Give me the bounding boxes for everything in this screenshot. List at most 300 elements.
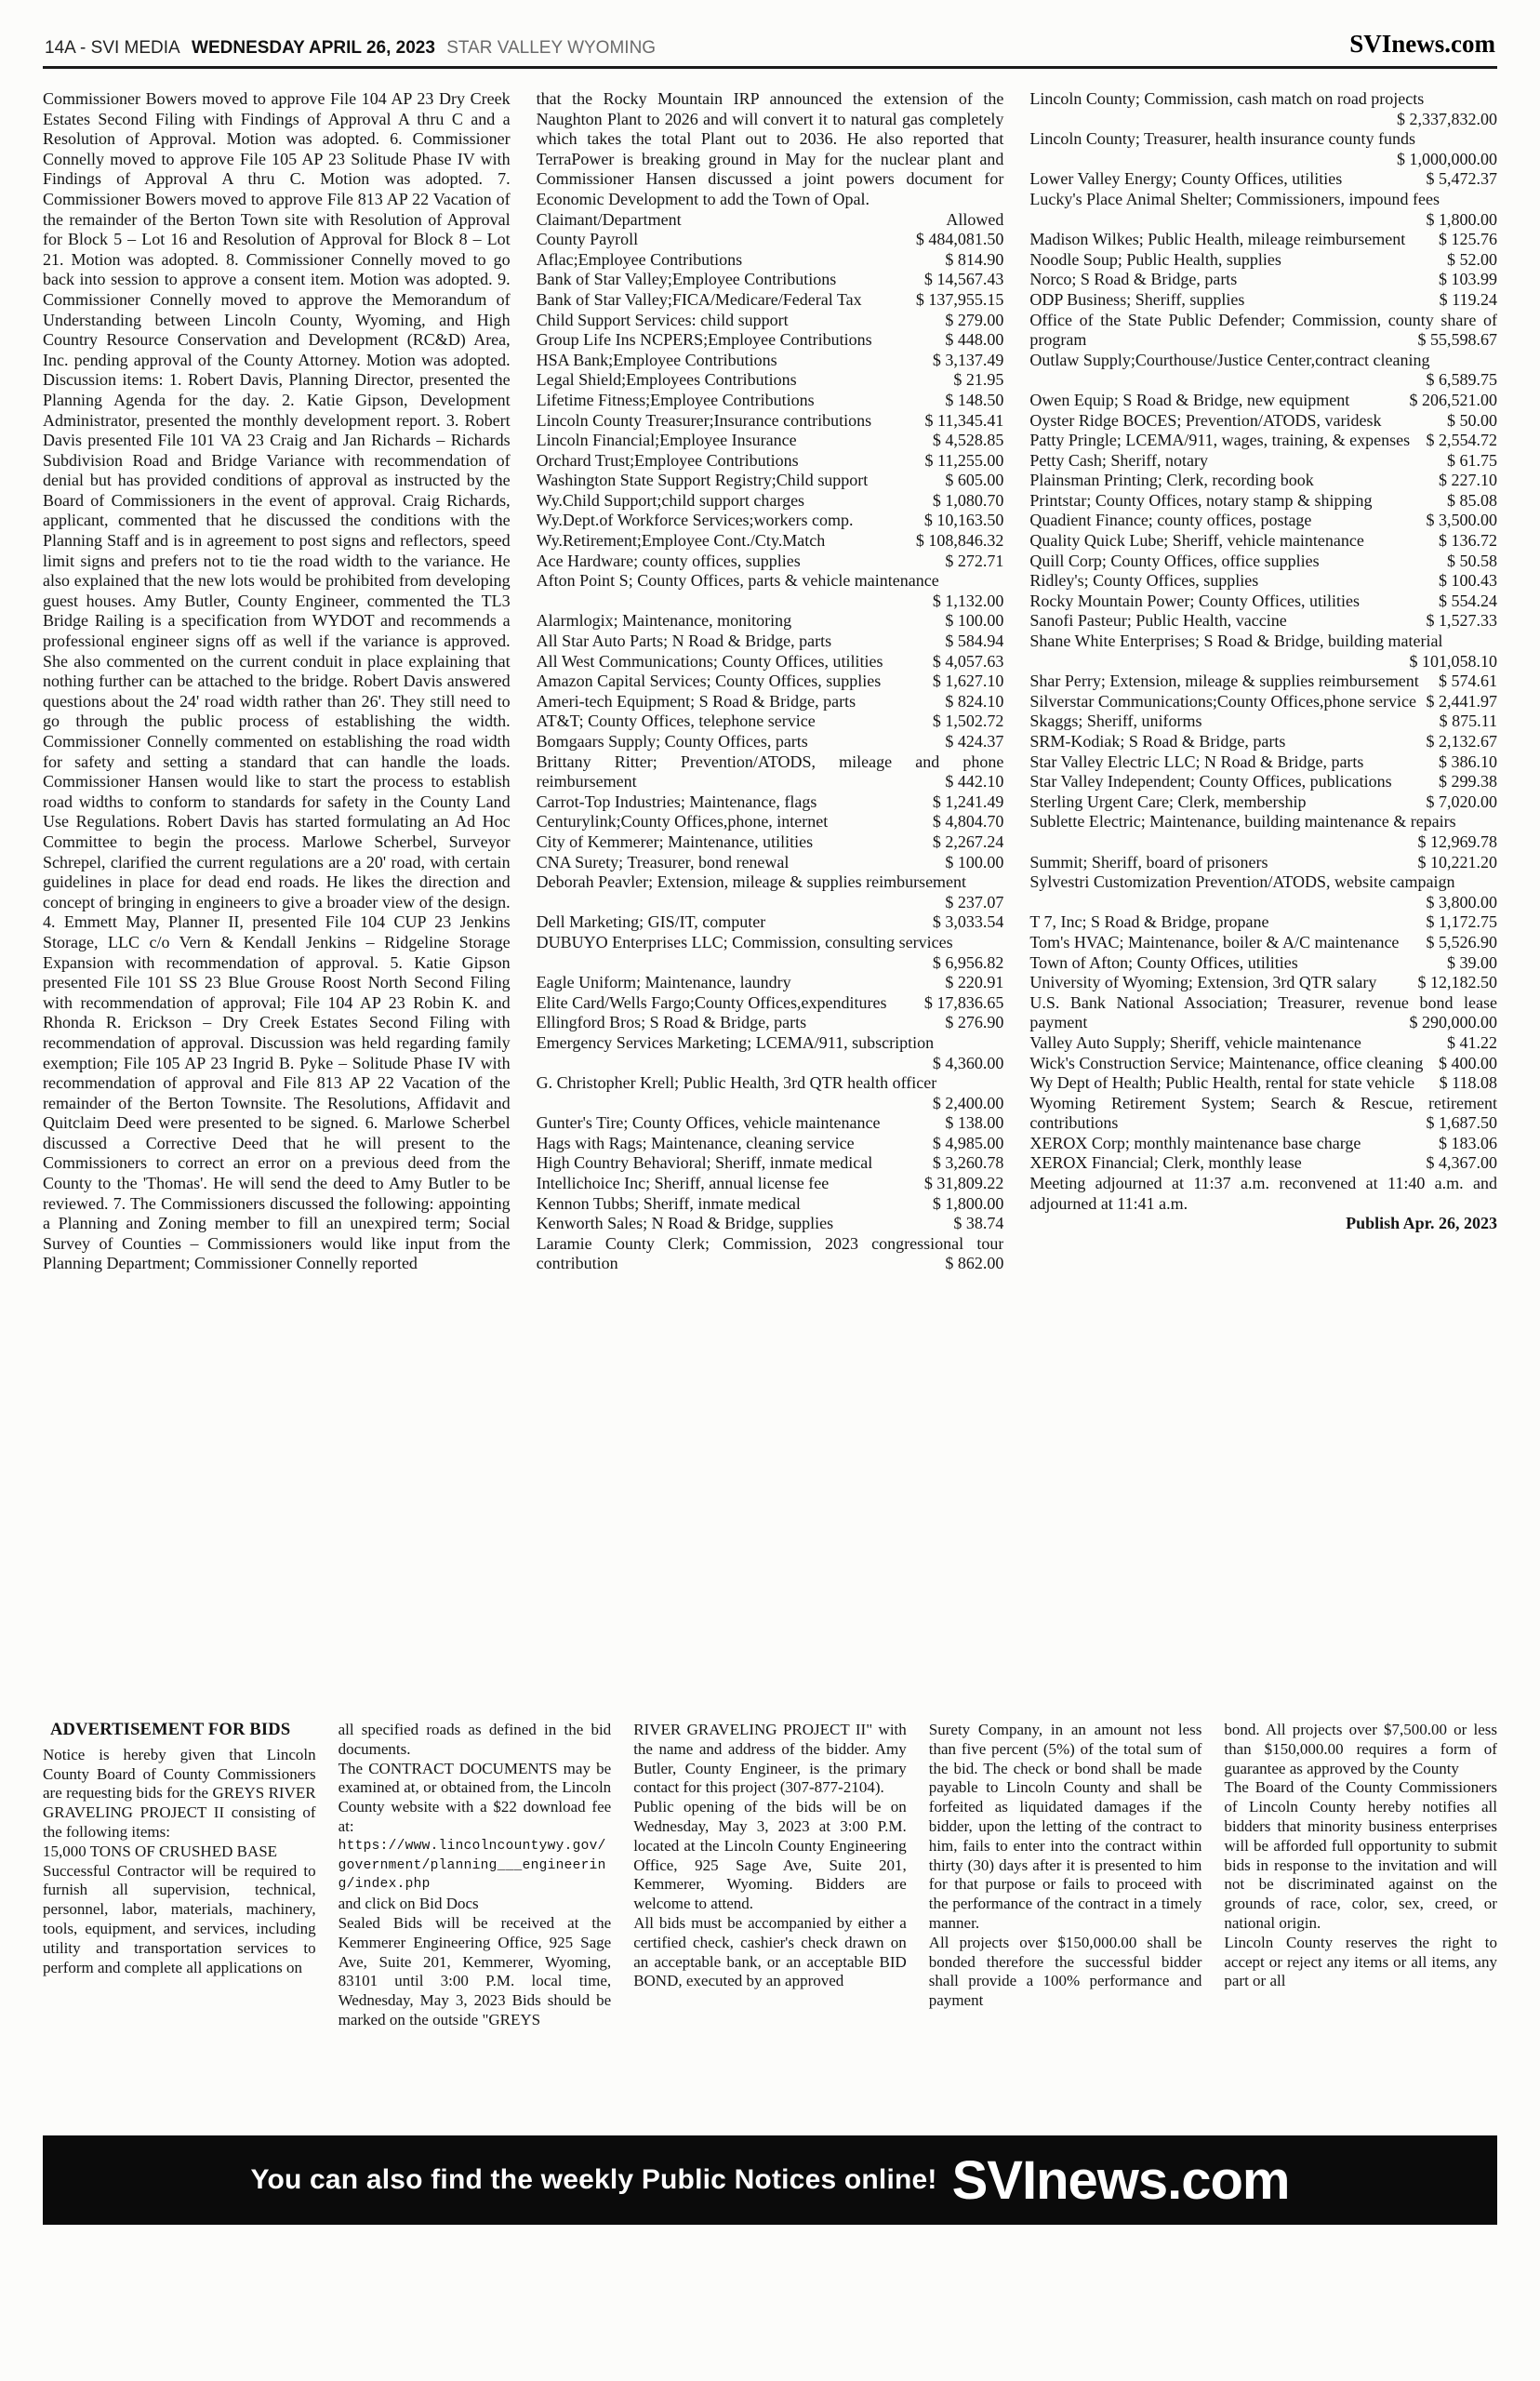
bid-paragraph: All projects over $150,000.00 shall be bonded therefore the successful bidder shall provide a 100% performance and payment: [928, 1933, 1202, 2010]
claim-description: Madison Wilkes; Public Health, mileage reimbursement: [1029, 230, 1406, 249]
claim-description: Lower Valley Energy; County Offices, utilities: [1029, 169, 1343, 189]
claim-amount: $ 7,020.00: [1426, 791, 1498, 811]
bid-paragraph: bond. All projects over $7,500.00 or less than $150,000.00 requires a form of guarantee as approved by the County: [1224, 1721, 1497, 1777]
claim-description: Quadient Finance; county offices, postage: [1029, 511, 1312, 530]
claim-row: [537, 993, 1004, 1014]
claim-description: Lincoln Financial;Employee Insurance: [536, 431, 797, 450]
claim-row: [537, 792, 1004, 813]
claim-description: University of Wyoming; Extension, 3rd QTR salary: [1029, 973, 1377, 992]
claim-amount: $ 50.58: [1447, 551, 1498, 570]
claim-row: [1029, 933, 1497, 953]
claim-amount: $ 103.99: [1439, 270, 1498, 289]
claim-row: [1029, 391, 1497, 411]
claim-description: Silverstar Communications;County Offices,phone service: [1029, 691, 1416, 711]
claim-amount: $ 108,846.32: [915, 531, 1004, 551]
claim-row: [1029, 491, 1497, 512]
claim-row: [537, 933, 1004, 973]
claim-row: [537, 330, 1004, 351]
advertisement-for-bids: [43, 1721, 1497, 2093]
claim-row: [537, 391, 1004, 411]
claim-amount: $ 136.72: [1439, 531, 1498, 551]
claim-description: Wy.Child Support;child support charges: [536, 490, 805, 510]
claim-description: All West Communications; County Offices, utilities: [536, 651, 883, 671]
claim-description: Ellingford Bros; S Road & Bridge, parts: [536, 1013, 807, 1032]
claim-description: Town of Afton; County Offices, utilities: [1029, 952, 1298, 972]
claim-description: G. Christopher Krell; Public Health, 3rd QTR health officer: [536, 1073, 937, 1093]
claim-description: Plainsman Printing; Clerk, recording book: [1029, 471, 1314, 490]
claim-amount: $ 1,627.10: [932, 672, 1004, 691]
claim-row: [537, 471, 1004, 491]
claim-amount: $ 4,360.00: [932, 1053, 1004, 1072]
claim-amount: $ 3,260.78: [932, 1153, 1004, 1173]
claim-description: Carrot-Top Industries; Maintenance, flags: [536, 791, 817, 811]
claim-description: Bomgaars Supply; County Offices, parts: [536, 732, 808, 751]
claim-description: AT&T; County Offices, telephone service: [536, 712, 816, 731]
claim-description: All Star Auto Parts; N Road & Bridge, parts: [536, 632, 832, 651]
page-edition-label: 14A - SVI MEDIA: [45, 38, 180, 58]
claim-row: [537, 1073, 1004, 1113]
claim-row: [1029, 752, 1497, 773]
claim-amount: $ 484,081.50: [915, 230, 1004, 249]
claim-description: Skaggs; Sheriff, uniforms: [1029, 712, 1202, 731]
claim-amount: $ 237.07: [945, 892, 1004, 911]
claim-row: [1029, 973, 1497, 993]
claim-amount: $ 1,800.00: [932, 1193, 1004, 1213]
claim-amount: $ 11,345.41: [924, 410, 1004, 430]
claim-description: Shane White Enterprises; S Road & Bridge, building material: [1029, 632, 1443, 651]
claim-description: Washington State Support Registry;Child support: [536, 471, 869, 490]
claim-description: HSA Bank;Employee Contributions: [536, 350, 777, 369]
notice-column-1: [43, 89, 511, 1274]
claim-row: [1029, 792, 1497, 813]
claim-row: [537, 692, 1004, 712]
claim-amount: $ 12,182.50: [1417, 973, 1498, 992]
claim-row: [537, 1214, 1004, 1234]
claim-description: Wy.Retirement;Employee Cont./Cty.Match: [536, 531, 826, 551]
claim-description: XEROX Corp; monthly maintenance base charge: [1029, 1133, 1361, 1152]
claim-amount: $ 276.90: [945, 1013, 1004, 1032]
claim-amount: $ 100.00: [945, 852, 1004, 871]
claim-description: Wick's Construction Service; Maintenance, office cleaning: [1029, 1053, 1424, 1072]
claim-row: [1029, 250, 1497, 271]
claim-description: Lincoln County; Treasurer, health insurance county funds: [1029, 129, 1416, 149]
claim-description: Elite Card/Wells Fargo;County Offices,expenditures: [536, 992, 887, 1012]
claim-amount: $ 824.10: [945, 691, 1004, 711]
claim-description: Group Life Ins NCPERS;Employee Contributions: [536, 330, 872, 350]
bids-column-4: [929, 1721, 1202, 2011]
claim-amount: $ 4,985.00: [932, 1133, 1004, 1152]
claim-row: [1029, 89, 1497, 129]
claim-description: XEROX Financial; Clerk, monthly lease: [1029, 1153, 1302, 1173]
bids-column-3: [633, 1721, 907, 1991]
claim-amount: $ 4,804.70: [932, 812, 1004, 831]
claim-description: Aflac;Employee Contributions: [536, 249, 743, 269]
claim-amount: $ 5,526.90: [1426, 932, 1498, 951]
claim-amount: $ 101,058.10: [1409, 651, 1498, 671]
claim-row: [1029, 471, 1497, 491]
claim-amount: $ 5,472.37: [1426, 169, 1498, 189]
claim-amount: $ 38.74: [953, 1214, 1004, 1233]
claim-row: [1029, 511, 1497, 531]
bid-paragraph: The Board of the County Commissioners of Lincoln County hereby notifies all bidders that minority business enterprises will be afforded full opportunity to submit bids in response to the invitation and will not be discriminated against on the grounds of race, color, sex, creed, or national origin.: [1224, 1778, 1497, 1932]
claim-description: Orchard Trust;Employee Contributions: [536, 450, 799, 470]
claim-row: [1029, 672, 1497, 692]
claim-amount: $ 31,809.22: [923, 1174, 1004, 1193]
claim-amount: $ 2,441.97: [1426, 691, 1498, 711]
claim-amount: $ 1,000,000.00: [1397, 149, 1498, 168]
claim-amount: $ 279.00: [945, 310, 1004, 329]
claim-amount: $ 2,267.24: [932, 831, 1004, 851]
claim-amount: $ 6,956.82: [932, 952, 1004, 972]
claim-amount: $ 2,132.67: [1426, 732, 1498, 751]
claim-amount: $ 862.00: [945, 1254, 1004, 1273]
claim-row: [1029, 129, 1497, 169]
claim-row: [537, 311, 1004, 331]
banner-website: SVInews.com: [951, 2149, 1290, 2211]
claim-row: [1029, 270, 1497, 290]
claim-row: [537, 531, 1004, 552]
claim-row: [1029, 230, 1497, 250]
footer-banner: [43, 2135, 1497, 2225]
claim-amount: $ 125.76: [1439, 230, 1498, 249]
bid-paragraph: Surety Company, in an amount not less than five percent (5%) of the total sum of the bid. The check or bond shall be made payable to Lincoln County and shall be forfeited as liquidated damages if the bidder, upon the letting of the contract to him, fails to enter into the contract within thirty (30) days after it is presented to him for that purpose or fails to proceed with the performance of the contract in a timely manner.: [928, 1721, 1202, 1932]
claim-row: [537, 270, 1004, 290]
claim-description: Wy Dept of Health; Public Health, rental for state vehicle: [1029, 1073, 1415, 1093]
claim-row: [1029, 872, 1497, 912]
bid-paragraph: All bids must be accompanied by either a certified check, cashier's check drawn on an acceptable bank, or an acceptable BID BOND, executed by an approved: [633, 1913, 907, 1990]
claim-description: Amazon Capital Services; County Offices, supplies: [536, 672, 882, 691]
claim-row: [537, 511, 1004, 531]
claim-description: Star Valley Electric LLC; N Road & Bridge, parts: [1029, 752, 1364, 771]
claim-description: Valley Auto Supply; Sheriff, vehicle maintenance: [1029, 1032, 1361, 1052]
claim-row: [537, 1033, 1004, 1073]
bid-paragraph: Notice is hereby given that Lincoln County Board of County Commissioners are requesting bids for the GREYS RIVER GRAVELING PROJECT II consisting of the following items:: [43, 1745, 316, 1841]
claim-description: Dell Marketing; GIS/IT, computer: [536, 912, 766, 932]
claim-amount: $ 206,521.00: [1409, 390, 1498, 409]
claim-row: [1029, 1094, 1497, 1134]
claim-row: [1029, 1054, 1497, 1074]
claim-amount: $ 227.10: [1439, 471, 1498, 490]
claim-amount: $ 55,598.67: [1417, 330, 1498, 350]
claim-description: Summit; Sheriff, board of prisoners: [1029, 852, 1268, 871]
claim-row: [537, 491, 1004, 512]
claim-row: [1029, 993, 1497, 1033]
claim-amount: $ 3,500.00: [1426, 511, 1498, 530]
claim-amount: $ 442.10: [945, 772, 1004, 791]
claim-amount: $ 1,527.33: [1426, 611, 1498, 631]
claim-amount: $ 4,057.63: [932, 651, 1004, 671]
claim-row: [537, 973, 1004, 993]
claim-amount: $ 2,554.72: [1426, 431, 1498, 450]
claim-row: [1029, 1073, 1497, 1094]
claim-amount: $ 21.95: [953, 370, 1004, 390]
claim-amount: $ 584.94: [945, 632, 1004, 651]
claim-row: [537, 1134, 1004, 1154]
claim-description: Office of the State Public Defender; Commission, county share of program: [1029, 310, 1498, 350]
claim-description: DUBUYO Enterprises LLC; Commission, consulting services: [536, 932, 953, 951]
claim-description: U.S. Bank National Association; Treasurer, revenue bond lease payment: [1029, 992, 1498, 1032]
claim-amount: $ 11,255.00: [924, 450, 1004, 470]
claim-row: [537, 611, 1004, 632]
claim-description: Ace Hardware; county offices, supplies: [536, 551, 801, 570]
notice-column-3: [1029, 89, 1497, 1234]
claim-amount: $ 17,836.65: [923, 992, 1004, 1012]
claim-description: Emergency Services Marketing; LCEMA/911, subscription: [536, 1032, 935, 1052]
claim-row: [1029, 772, 1497, 792]
bids-column-2: [339, 1721, 612, 2030]
claim-description: Shar Perry; Extension, mileage & supplies reimbursement: [1029, 672, 1419, 691]
claim-description: ODP Business; Sheriff, supplies: [1029, 289, 1245, 309]
claim-amount: $ 4,528.85: [932, 431, 1004, 450]
claim-description: Quality Quick Lube; Sheriff, vehicle maintenance: [1029, 531, 1364, 551]
claim-row: [1029, 592, 1497, 612]
bid-paragraph: Lincoln County reserves the right to accept or reject any items or all items, any part or all: [1224, 1933, 1497, 1990]
claim-row: [537, 672, 1004, 692]
banner-text: You can also find the weekly Public Notices online!: [250, 2164, 937, 2195]
claim-description: Oyster Ridge BOCES; Prevention/ATODS, varidesk: [1029, 410, 1382, 430]
claim-row: [537, 290, 1004, 311]
claim-amount: $ 2,337,832.00: [1397, 109, 1498, 128]
bid-paragraph: RIVER GRAVELING PROJECT II" with the name and address of the bidder. Amy Butler, County Engineer, is the primary contact for this project (307-877-2104).: [633, 1721, 907, 1797]
claim-row: [1029, 912, 1497, 933]
claim-amount: $ 605.00: [945, 471, 1004, 490]
claims-header-allowed: Allowed: [946, 209, 1004, 229]
claim-row: [1029, 611, 1497, 632]
bid-paragraph: The CONTRACT DOCUMENTS may be examined at, or obtained from, the Lincoln County website with a $22 download fee at:: [338, 1759, 612, 1835]
claim-row: [1029, 351, 1497, 391]
bid-paragraph: Successful Contractor will be required to furnish all supervision, technical, personnel, labor, materials, machinery, tools, equipment, and services, including utility and transportation services to perform and complete all applications on: [43, 1861, 316, 1976]
claim-description: County Payroll: [536, 230, 639, 249]
commission-minutes-text: Commissioner Bowers moved to approve File 104 AP 23 Dry Creek Estates Second Filing with Findings of Approval A thru C and a Resolution of Approval. Motion was adopted. 6. Commissioner Connelly moved to approve File 105 AP 23 Solitude Phase IV with Findings of Approval A thru C. Motion was adopted. 7. Commissioner Bowers moved to approve File 813 AP 22 Vacation of the remainder of the Berton Town site with Resolution of Approval for Block 5 – Lot 16 and Resolution of Approval for Block 8 – Lot 21. Motion was adopted. 8. Commissioner Connelly moved to go back into session to approve a consent item. Motion was adopted. 9. Commissioner Connelly moved to approve the Memorandum of Understanding between Lincoln County, Wyoming, and High Country Resource Conservation and Development (RC&D) Area, Inc. pending approval of the County Attorney. Motion was adopted. Discussion items: 1. Robert Davis, Planning Director, presented the Planning Agenda for the day. 2. Katie Gipson, Development Administrator, presented the monthly development report. 3. Robert Davis presented File 101 VA 23 Craig and Jan Richards – Richards Subdivision Road and Bridge Variance with recommendation of denial but has provided conditions of approval as instructed by the Board of Commissioners in the event of approval. Craig Richards, applicant, commented that he discussed the conditions with the Planning Staff and is in agreement to post signs and reflectors, speed limit signs and prefers not to tie the road width to the variance. He also explained that the new lots would be prohibited from developing guest houses. Amy Butler, County Engineer, commented the TL3 Bridge Railing is a specification from WYDOT and recommends a professional engineer signs off as well if the variance is approved. She also commented on the current conduit in place explaining that nothing further can be attached to the bridge. Robert Davis answered questions about the 24' road width rather than 26'. They still need to go through the public process of establishing the width. Commissioner Connelly commented on establishing the road width for safety and setting a standard that can handle the loads. Commissioner Hansen would like to start the process to establish road widths to conform to standards for safety in the County Land Use Regulations. Robert Davis has started formulating an Ad Hoc Committee to begin the process. Marlowe Scherbel, Surveyor Schrepel, clarified the current regulations are a 20' road, with certain guidelines in place for dead end roads. He likes the direction and concept of bringing in engineers to give a broader view of the design. 4. Emmett May, Planner II, presented File 104 CUP 23 Jenkins Storage, LLC c/o Vern & Kendall Jenkins – Ridgeline Storage Expansion with recommendation of approval. 5. Katie Gipson presented File 101 SS 23 Blue Grouse Roost North Second Filing with recommendation of approval; File 104 AP 23 Robin K. and Rhonda R. Erickson – Dry Creek Estates Second Filing with recommendation of approval. Discussion was held regarding family exemption; File 105 AP 23 Ingrid B. Pyke – Solitude Phase IV with recommendation of approval and File 813 AP 22 Vacation of the remainder of the Berton Townsite. The Resolutions, Affidavit and Quitclaim Deed were presented to be signed. 6. Marlowe Scherbel discussed a Corrective Deed that he will present to the Commissioners to correct an error on a previous deed from the County to the 'Thomas'. He will send the deed to Amy Butler to be reviewed. 7. The Commissioners discussed the following: appointing a Planning and Zoning member to fill an unexpired term; Social Survey of Counties – Commissioners would like input from the Planning Department; Commissioner Connelly reported: [43, 89, 511, 1273]
meeting-adjourned-text: Meeting adjourned at 11:37 a.m. reconvened at 11:40 a.m. and adjourned at 11:41 a.m.: [1029, 1174, 1498, 1213]
claim-row: [1029, 290, 1497, 311]
claim-row: [1029, 190, 1497, 230]
claim-amount: $ 875.11: [1439, 712, 1498, 731]
bid-paragraph: Public opening of the bids will be on Wednesday, May 3, 2023 at 3:00 P.M. located at the Lincoln County Engineering Office, 925 Sage Ave, Suite 201, Kemmerer, Wyoming. Bidders are welcome to attend.: [633, 1798, 907, 1913]
claim-description: Owen Equip; S Road & Bridge, new equipment: [1029, 390, 1350, 409]
issue-date: WEDNESDAY APRIL 26, 2023: [192, 38, 435, 58]
claim-amount: $ 61.75: [1447, 450, 1498, 470]
publish-date: Publish Apr. 26, 2023: [1346, 1214, 1498, 1233]
claim-row: [537, 370, 1004, 391]
claim-row: [1029, 1033, 1497, 1054]
claim-row: [1029, 552, 1497, 572]
claim-amount: $ 138.00: [945, 1113, 1004, 1133]
claims-header-claimant: Claimant/Department: [536, 209, 682, 229]
claim-amount: $ 10,221.20: [1417, 852, 1498, 871]
claim-description: Intellichoice Inc; Sheriff, annual license fee: [536, 1174, 830, 1193]
claim-amount: $ 1,502.72: [932, 712, 1004, 731]
claim-description: Tom's HVAC; Maintenance, boiler & A/C maintenance: [1029, 932, 1400, 951]
claim-description: Wy.Dept.of Workforce Services;workers comp.: [536, 511, 854, 530]
claim-description: Kenworth Sales; N Road & Bridge, supplies: [536, 1214, 834, 1233]
claim-description: Ridley's; County Offices, supplies: [1029, 571, 1259, 591]
claim-description: CNA Surety; Treasurer, bond renewal: [536, 852, 790, 871]
claim-row: [1029, 692, 1497, 712]
claim-description: Star Valley Independent; County Offices, publications: [1029, 772, 1392, 791]
claim-row: [537, 732, 1004, 752]
claim-row: [1029, 853, 1497, 873]
claim-row: [537, 1174, 1004, 1194]
claim-description: Wyoming Retirement System; Search & Rescue, retirement contributions: [1029, 1093, 1498, 1133]
claim-description: Rocky Mountain Power; County Offices, utilities: [1029, 591, 1360, 610]
claim-row: [537, 1194, 1004, 1215]
bids-column-5: [1224, 1721, 1497, 1991]
claim-row: [1029, 571, 1497, 592]
claim-description: Patty Pringle; LCEMA/911, wages, training, & expenses: [1029, 431, 1411, 450]
bids-title: ADVERTISEMENT FOR BIDS: [50, 1721, 291, 1739]
claim-row: [537, 752, 1004, 792]
claim-amount: $ 14,567.43: [923, 270, 1004, 289]
claim-description: High Country Behavioral; Sheriff, inmate medical: [536, 1153, 873, 1173]
claim-amount: $ 1,241.49: [932, 791, 1004, 811]
masthead-website: SVInews.com: [1349, 30, 1495, 58]
claim-row: [537, 632, 1004, 652]
claim-row: [537, 1153, 1004, 1174]
bid-download-url: https://www.lincolncountywy.gov/government/planning___engineering/index.php: [338, 1838, 606, 1893]
claim-row: [1029, 1134, 1497, 1154]
claim-description: Sterling Urgent Care; Clerk, membership: [1029, 791, 1307, 811]
claim-description: Afton Point S; County Offices, parts & vehicle maintenance: [536, 571, 939, 591]
claim-amount: $ 1,132.00: [932, 591, 1004, 610]
claim-row: [1029, 451, 1497, 472]
claim-description: Brittany Ritter; Prevention/ATODS, mileage and phone reimbursement: [536, 752, 1004, 791]
bid-paragraph: all specified roads as defined in the bid documents.: [338, 1721, 612, 1758]
claim-row: [1029, 1153, 1497, 1174]
claim-description: T 7, Inc; S Road & Bridge, propane: [1029, 912, 1269, 932]
claim-amount: $ 137,955.15: [915, 289, 1004, 309]
claim-amount: $ 183.06: [1439, 1133, 1498, 1152]
claim-description: Lincoln County; Commission, cash match on road projects: [1029, 89, 1425, 108]
claim-description: SRM-Kodiak; S Road & Bridge, parts: [1029, 732, 1286, 751]
claim-description: Kennon Tubbs; Sheriff, inmate medical: [536, 1193, 801, 1213]
claim-row: [537, 832, 1004, 853]
claim-amount: $ 574.61: [1439, 672, 1498, 691]
claim-row: [537, 1234, 1004, 1274]
claim-description: Petty Cash; Sheriff, notary: [1029, 450, 1208, 470]
claim-row: [1029, 953, 1497, 974]
claim-description: Sanofi Pasteur; Public Health, vaccine: [1029, 611, 1287, 631]
claim-description: City of Kemmerer; Maintenance, utilities: [536, 831, 814, 851]
claim-description: Lincoln County Treasurer;Insurance contributions: [536, 410, 872, 430]
claim-description: Child Support Services: child support: [536, 310, 789, 329]
claim-description: Lucky's Place Animal Shelter; Commissioners, impound fees: [1029, 189, 1440, 208]
claim-row: [537, 250, 1004, 271]
claim-amount: $ 1,687.50: [1426, 1113, 1498, 1133]
claim-row: [537, 812, 1004, 832]
claim-description: Outlaw Supply;Courthouse/Justice Center,contract cleaning: [1029, 350, 1430, 369]
claim-description: Bank of Star Valley;Employee Contributions: [536, 270, 837, 289]
claim-amount: $ 386.10: [1439, 752, 1498, 771]
claim-description: Sublette Electric; Maintenance, building maintenance & repairs: [1029, 812, 1456, 831]
claim-description: Lifetime Fitness;Employee Contributions: [536, 390, 815, 409]
claim-row: [1029, 431, 1497, 451]
claim-amount: $ 85.08: [1447, 490, 1498, 510]
claim-row: [1029, 712, 1497, 732]
claim-description: Deborah Peavler; Extension, mileage & supplies reimbursement: [536, 872, 967, 892]
bids-column-1: [43, 1721, 316, 1977]
claim-amount: $ 3,800.00: [1426, 892, 1498, 911]
bid-paragraph: and click on Bid Docs: [338, 1895, 479, 1913]
claim-row: [1029, 732, 1497, 752]
claim-description: Ameri-tech Equipment; S Road & Bridge, parts: [536, 691, 856, 711]
claim-description: Laramie County Clerk; Commission, 2023 congressional tour contribution: [536, 1233, 1004, 1273]
commission-minutes-continued: that the Rocky Mountain IRP announced the extension of the Naughton Plant to 2026 and will convert it to natural gas completely which takes the total Plant out to 2036. He also reported that TerraPower is breaking ground in May for the nuclear plant and Commissioner Hansen discussed a joint powers document for Economic Development to add the Town of Opal.: [536, 89, 1004, 208]
bid-paragraph-items: 15,000 TONS OF CRUSHED BASE: [43, 1842, 278, 1860]
claim-description: Eagle Uniform; Maintenance, laundry: [536, 973, 791, 992]
claim-amount: $ 39.00: [1447, 952, 1498, 972]
claim-row: [537, 912, 1004, 933]
claim-row: [1029, 531, 1497, 552]
masthead: [43, 22, 1497, 66]
claim-description: Centurylink;County Offices,phone, internet: [536, 812, 829, 831]
claim-amount: $ 400.00: [1439, 1053, 1498, 1072]
claim-description: Norco; S Road & Bridge, parts: [1029, 270, 1238, 289]
claim-row: [537, 1013, 1004, 1033]
claim-description: Alarmlogix; Maintenance, monitoring: [536, 611, 792, 631]
claim-row: [537, 351, 1004, 371]
claim-description: Hags with Rags; Maintenance, cleaning service: [536, 1133, 855, 1152]
claim-row: [537, 571, 1004, 611]
claim-amount: $ 220.91: [945, 973, 1004, 992]
claims-table-header: [537, 210, 1004, 231]
claim-amount: $ 50.00: [1447, 410, 1498, 430]
claim-row: [537, 431, 1004, 451]
claim-row: [537, 712, 1004, 732]
claim-amount: $ 10,163.50: [923, 511, 1004, 530]
claim-row: [537, 411, 1004, 432]
claim-row: [1029, 812, 1497, 852]
claim-amount: $ 12,969.78: [1417, 831, 1498, 851]
claim-description: Quill Corp; County Offices, office supplies: [1029, 551, 1320, 570]
claim-row: [1029, 311, 1497, 351]
public-notices: [43, 69, 1497, 1689]
masthead-left: [45, 38, 662, 59]
claim-amount: $ 52.00: [1447, 249, 1498, 269]
claim-row: [1029, 169, 1497, 190]
claim-description: Sylvestri Customization Prevention/ATODS, website campaign: [1029, 872, 1455, 892]
claim-amount: $ 424.37: [945, 732, 1004, 751]
claim-description: Legal Shield;Employees Contributions: [536, 370, 797, 390]
claim-amount: $ 1,800.00: [1426, 209, 1498, 229]
bid-paragraph: Sealed Bids will be received at the Kemmerer Engineering Office, 925 Sage Ave, Suite 201, Kemmerer, Wyoming, 83101 until 3:00 P.M. local time, Wednesday, May 3, 2023 Bids should be marked on the outside "GREYS: [338, 1913, 612, 2029]
claim-row: [1029, 632, 1497, 672]
claim-amount: $ 814.90: [945, 249, 1004, 269]
claim-amount: $ 554.24: [1439, 591, 1498, 610]
claim-amount: $ 3,137.49: [932, 350, 1004, 369]
claim-row: [537, 1113, 1004, 1134]
claim-amount: $ 100.00: [945, 611, 1004, 631]
claim-amount: $ 3,033.54: [932, 912, 1004, 932]
claim-description: Printstar; County Offices, notary stamp & shipping: [1029, 490, 1373, 510]
claim-amount: $ 272.71: [945, 551, 1004, 570]
claim-description: Bank of Star Valley;FICA/Medicare/Federal Tax: [536, 289, 862, 309]
claim-amount: $ 2,400.00: [932, 1093, 1004, 1112]
claim-amount: $ 119.24: [1439, 289, 1498, 309]
claim-amount: $ 41.22: [1447, 1032, 1498, 1052]
claim-row: [1029, 411, 1497, 432]
claim-description: Gunter's Tire; County Offices, vehicle maintenance: [536, 1113, 881, 1133]
claim-row: [537, 451, 1004, 472]
claim-amount: $ 448.00: [945, 330, 1004, 350]
claim-row: [537, 652, 1004, 672]
claim-description: Noodle Soup; Public Health, supplies: [1029, 249, 1281, 269]
claim-amount: $ 6,589.75: [1426, 370, 1498, 390]
claim-amount: $ 1,080.70: [932, 490, 1004, 510]
claim-row: [537, 872, 1004, 912]
claim-amount: $ 4,367.00: [1426, 1153, 1498, 1173]
claim-amount: $ 100.43: [1439, 571, 1498, 591]
